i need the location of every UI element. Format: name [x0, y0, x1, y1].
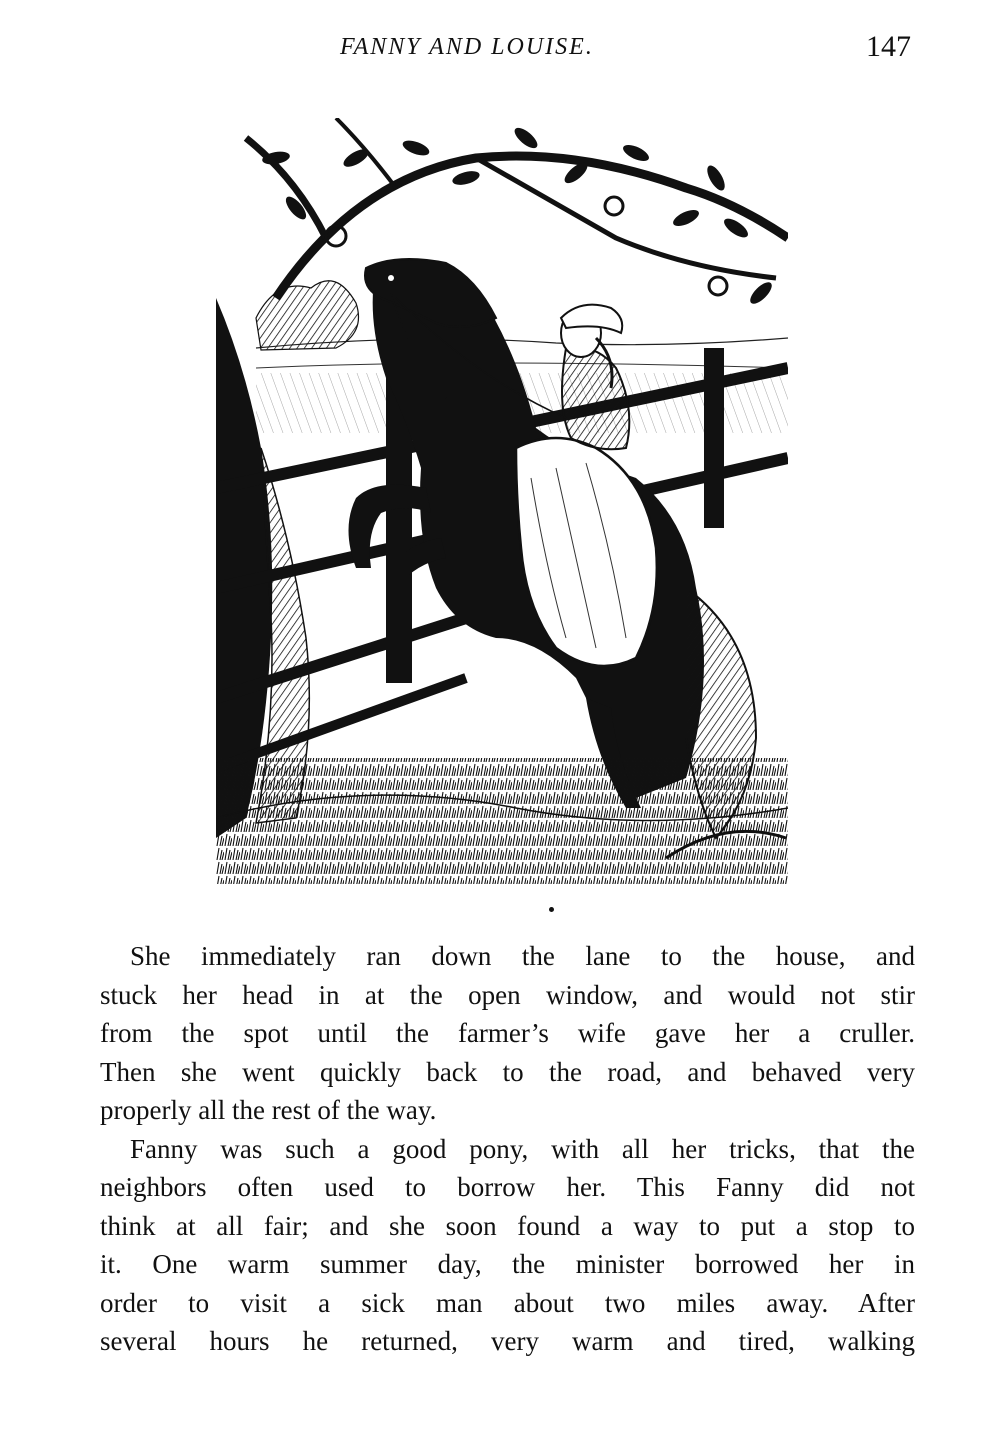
text-line: properly all the rest of the way. [100, 1095, 437, 1125]
page-speck [549, 907, 554, 912]
body-text [100, 937, 915, 1361]
pony-and-girl-engraving [216, 118, 788, 884]
page-number: 147 [866, 30, 911, 63]
text-line: She immediately ran down the lane to the house, and [130, 941, 915, 971]
text-line: Fanny was such a good pony, with all her tricks, that the [130, 1133, 915, 1164]
running-head [0, 30, 1000, 70]
engraving-illustration [216, 118, 788, 884]
paragraph-1 [100, 937, 915, 1130]
text-line: order to visit a sick man about two miles away. After [100, 1287, 915, 1318]
text-line: neighbors often used to borrow her. This Fanny did not [100, 1172, 915, 1202]
text-line: think at all fair; and she soon found a way to put a stop to [100, 1210, 915, 1241]
text-line: it. One warm summer day, the minister borrowed her in [100, 1249, 915, 1279]
text-line: Then she went quickly back to the road, and behaved very [100, 1056, 915, 1087]
paragraph-2 [100, 1130, 915, 1361]
text-line: stuck her head in at the open window, and would not stir [100, 979, 915, 1010]
text-line: from the spot until the farmer’s wife gave her a cruller. [100, 1018, 915, 1048]
text-line: several hours he returned, very warm and tired, walking [100, 1326, 915, 1356]
running-title: FANNY AND LOUISE. [340, 34, 594, 60]
